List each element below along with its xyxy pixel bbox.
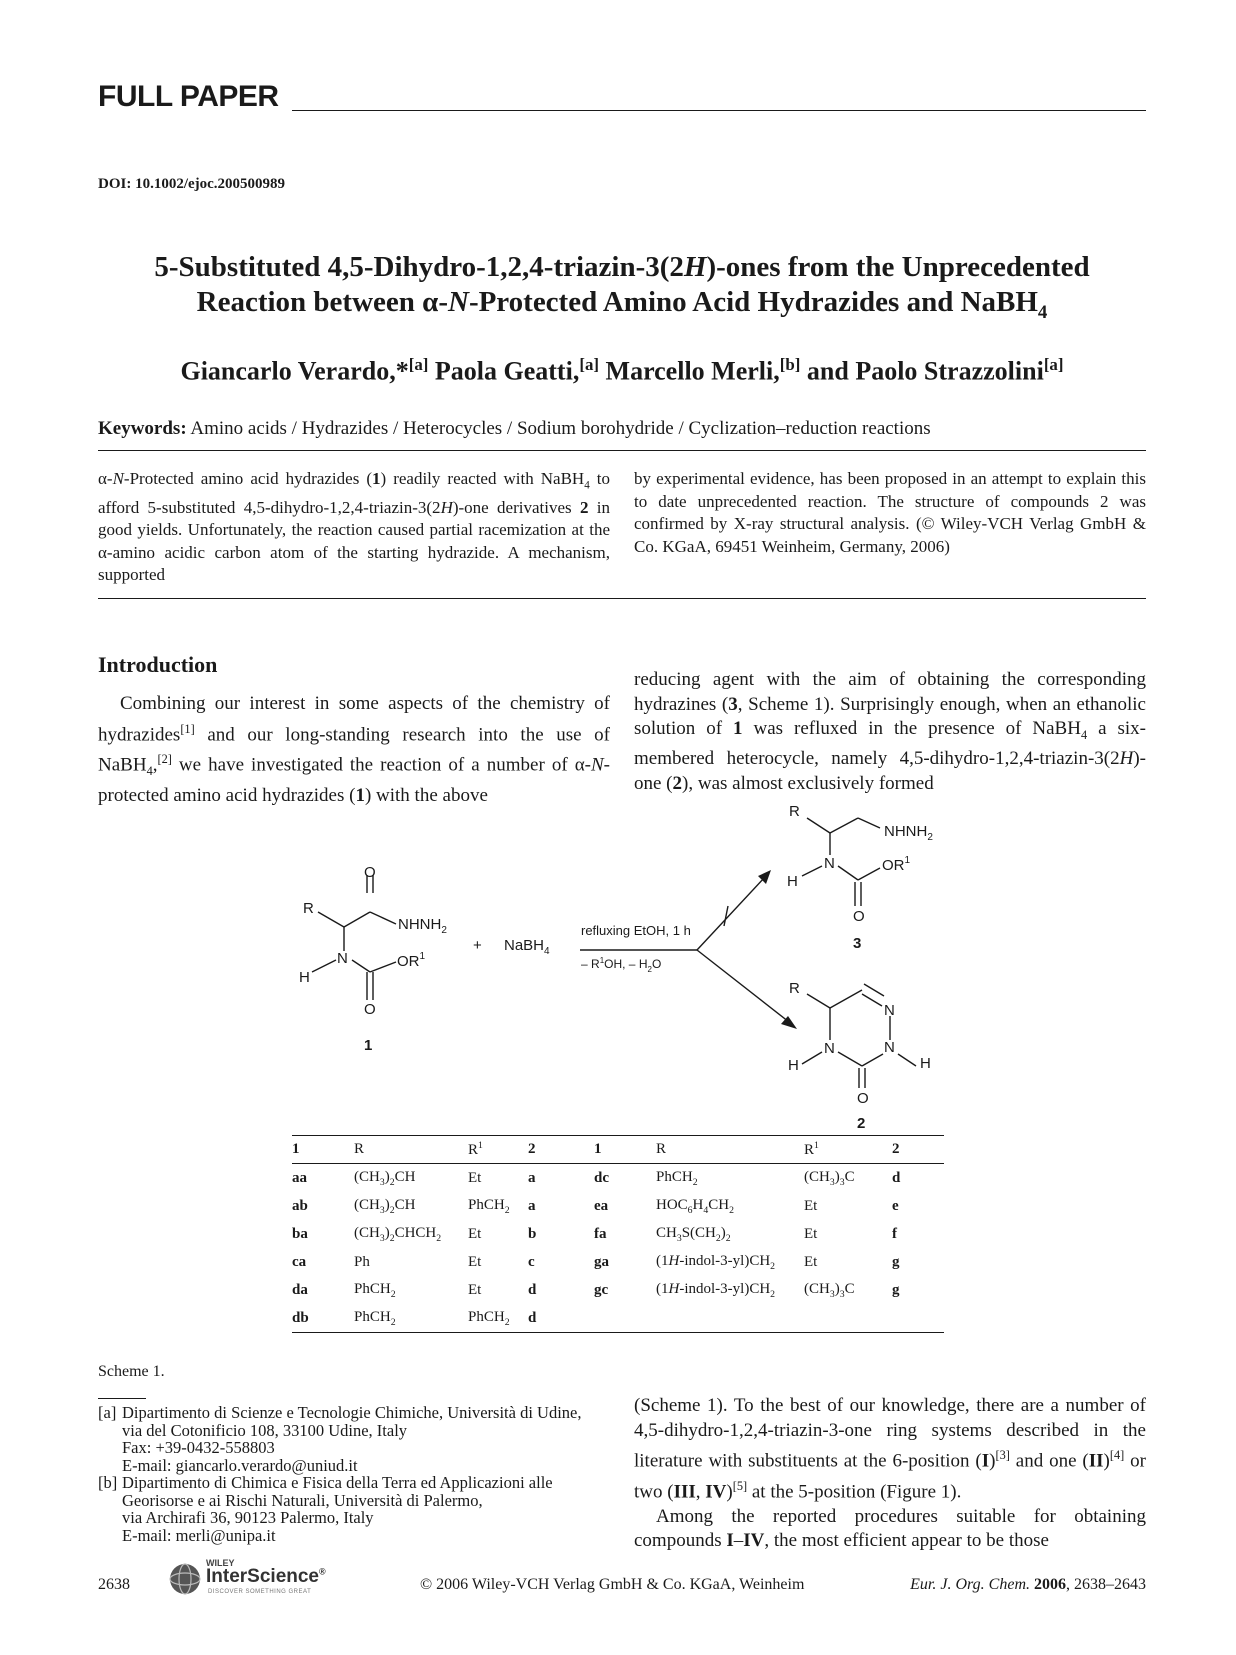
atom-label: N [337, 950, 348, 967]
table-row: ca Ph Et c [292, 1253, 535, 1270]
svg-text:OR1: $OR^1$ [397, 951, 426, 970]
substituent-table [292, 1135, 944, 1333]
affiliations [98, 1404, 610, 1544]
table-row: ea $HOC_6H_4CH_2$ Et e [594, 1196, 899, 1216]
affiliation-b: [b] Dipartimento di Chimica e Fisica della Terra ed Applicazioni alle Georisorse e ai Rischi Naturali, Università di Palermo, via Archirafi 36, 90123 Palermo, Italy E-mail: merli@unipa.it [98, 1473, 553, 1545]
section-label: FULL PAPER [98, 80, 279, 113]
abstract-right: by experimental evidence, has been proposed in an attempt to explain this to date unprecedented reaction. The structure of compounds 2 was confirmed by X-ray structural analysis. (© Wiley-VCH Verlag GmbH & Co. KGaA, 69451 Weinheim, Germany, 2006) [634, 469, 1146, 556]
paper-title: 5-Substituted 4,5-Dihydro-1,2,4-triazin-3(2H)-ones from the Unprecedented Reaction between α-N-Protected Amino Acid Hydrazides and NaBH$_4$ [154, 251, 1090, 323]
svg-text:NHNH2: $NHNH_2$ [884, 823, 933, 843]
author: Marcello Merli, [605, 356, 780, 386]
atom-label: O [857, 1090, 869, 1107]
atom-label: H [920, 1055, 931, 1072]
scheme-caption: Scheme 1. [98, 1363, 165, 1380]
interscience-logo: WILEY InterScience® DISCOVER SOMETHING GREAT [168, 1556, 348, 1600]
abstract-left: α-N-Protected amino acid hydrazides (1) readily reacted with NaBH$_4$ to afford 5-substituted 4,5-dihydro-1,2,4-triazin-3(2H)-one derivatives 2 in good yields. Unfortunately, the reaction caused partial racemization at the α-amino acidic carbon atom of the starting hydrazide. A mechanism, supported [98, 469, 610, 585]
journal-citation: Eur. J. Org. Chem. 2006, 2638–2643 [910, 1576, 1146, 1593]
atom-label: H [299, 969, 310, 986]
table-row: gc $(1H-indol-3-yl)CH_2$ $(CH_3)_3C$ g [594, 1280, 900, 1300]
page-number: 2638 [98, 1576, 130, 1593]
table-row: aa $(CH_3)_2CH$ Et a [292, 1168, 536, 1188]
table-header-row: 1 R $R^1$ 2 [594, 1140, 900, 1158]
atom-label: OR [397, 953, 420, 970]
table-right-body [594, 1164, 944, 1304]
table-row: da PhCH$_2$ Et d [292, 1280, 537, 1300]
section-heading: Introduction [98, 652, 218, 677]
atom-label: NHNH [398, 916, 442, 933]
svg-text:NaBH4: NaBH$_4$ [504, 937, 550, 957]
svg-text:OR1: $OR^1$ [882, 855, 911, 874]
reagent: NaBH [504, 937, 545, 954]
author-list: Giancarlo Verardo,*[a] Paola Geatti,[a] Marcello Merli,[b] and Paolo Strazzolini[a] [180, 355, 1064, 386]
author: Paola Geatti, [434, 356, 580, 386]
atom-label: OR [882, 857, 905, 874]
table-row: dc PhCH$_2$ $(CH_3)_3C$ d [594, 1168, 901, 1188]
footnote-rule [98, 1398, 146, 1399]
atom-label: NHNH [884, 823, 928, 840]
atom-label: O [364, 864, 376, 881]
globe-icon [168, 1562, 202, 1596]
intro-left-paragraph: Combining our interest in some aspects of the chemistry of hydrazides[1] and our long-standing research into the use of NaBH$_4$,[2] we have investigated the reaction of a number of α-N-protected amino acid hydrazides (1) with the above [98, 693, 610, 806]
table-left [292, 1136, 594, 1163]
table-row: fa $CH_3S(CH_2)_2$ Et f [594, 1224, 897, 1244]
compound-number: 3 [853, 935, 862, 952]
affiliation-a: [a] Dipartimento di Scienze e Tecnologie Chimiche, Università di Udine, via del Cotonificio 108, 33100 Udine, Italy Fax: +39-0432-558803 E-mail: giancarlo.verardo@uniud.it [98, 1403, 582, 1475]
author: and Paolo Strazzolini [806, 356, 1044, 386]
atom-label: N [884, 1002, 895, 1019]
atom-label: H [787, 873, 798, 890]
atom-label: N [824, 1040, 835, 1057]
atom-label: R [789, 980, 800, 997]
table-header-row: 1 R $R^1$ 2 [292, 1140, 536, 1158]
doi: DOI: 10.1002/ejoc.200500989 [98, 176, 286, 192]
atom-label: N [884, 1039, 895, 1056]
compound-number: 1 [364, 1037, 373, 1054]
continuation-text: (Scheme 1). To the best of our knowledge, there are a number of 4,5-dihydro-1,2,4-triazin-3-one ring systems described in the literature with substituents at the 6-position (I)[3] and one (II)[4] or two (III, IV)[5] at the 5-position (Figure 1). Among the reported procedures suitable for obtaining compounds I–IV, the most efficient appear to be those [634, 1395, 1146, 1552]
atom-label: H [788, 1057, 799, 1074]
table-left-body [292, 1164, 594, 1332]
table-row: ab $(CH_3)_2CH$ PhCH$_2$ a [292, 1196, 536, 1216]
compound-number: 2 [857, 1115, 866, 1132]
atom-label: O [853, 908, 865, 925]
intro-right-paragraph: reducing agent with the aim of obtaining the corresponding hydrazines (3, Scheme 1). Surprisingly enough, when an ethanolic solution of 1 was refluxed in the presence of NaBH$_4$ a six-membered heterocycle, namely 4,5-dihydro-1,2,4-triazin-3(2H)-one (2), was almost exclusively formed [634, 669, 1146, 794]
condition-2: – $R^1OH$, – $H_2O$ [581, 956, 662, 974]
svg-text:NHNH2: $NHNH_2$ [398, 916, 447, 936]
table-row: ba $(CH_3)_2CHCH_2$ Et b [292, 1224, 537, 1244]
keywords: Keywords: Amino acids / Hydrazides / Heterocycles / Sodium borohydride / Cyclization–reduction reactions [98, 418, 931, 439]
plus-sign: + [473, 937, 482, 954]
author: Giancarlo Verardo,* [180, 356, 409, 386]
atom-label: R [303, 900, 314, 917]
table-right [594, 1136, 944, 1163]
table-row: ga $(1H-indol-3-yl)CH_2$ Et g [594, 1252, 900, 1272]
atom-label: O [364, 1001, 376, 1018]
atom-label: N [824, 855, 835, 872]
table-row: db PhCH$_2$ PhCH$_2$ d [292, 1308, 537, 1328]
atom-label: R [789, 803, 800, 820]
condition-1: refluxing EtOH, 1 h [581, 923, 691, 938]
copyright: © 2006 Wiley-VCH Verlag GmbH & Co. KGaA, Weinheim [420, 1576, 805, 1593]
